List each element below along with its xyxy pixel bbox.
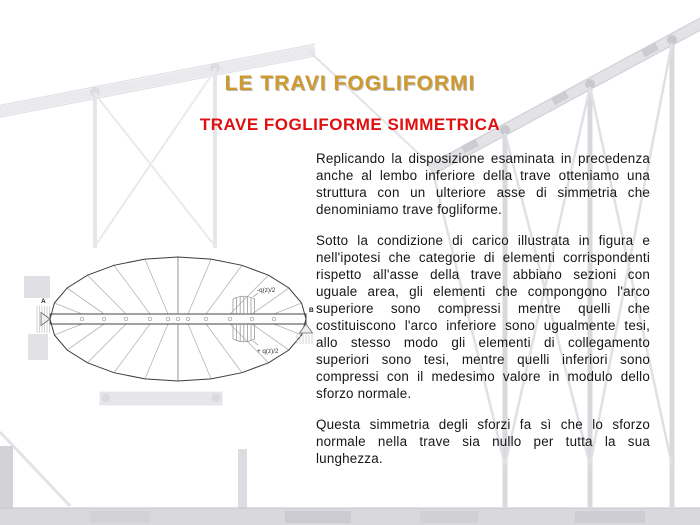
support-a-label: A bbox=[41, 298, 46, 305]
support-a bbox=[37, 306, 50, 333]
distributed-load-top bbox=[233, 293, 258, 314]
slide-title: LE TRAVI FOGLIFORMI bbox=[224, 72, 476, 95]
body-paragraph: Questa simmetria degli sforzi fa sì che lo sforzo normale nella trave sia nullo per tutta la sua lunghezza. bbox=[316, 417, 650, 466]
load-top-label: -q(z)/2 bbox=[257, 287, 276, 294]
slide-subtitle: TRAVE FOGLIFORME SIMMETRICA bbox=[199, 115, 501, 134]
load-bottom-label: + q(z)/2 bbox=[257, 348, 279, 355]
body-paragraph: Sotto la condizione di carico illustrata in figura e nell'ipotesi che categorie di elementi corrispondenti rispetto all'asse della trave abbiano sezioni con uguale area, gli elementi che compongono l'arco superiore sono compressi mentre quelli che costituiscono l'arco inferiore sono ugualmente tesi, allo stesso modo gli elementi di collegamento superiori sono tesi, mentre quelli inferiori sono compressi con il medesimo valore in modulo dello sforzo normale. bbox=[316, 233, 650, 401]
body-paragraph: Replicando la disposizione esaminata in precedenza anche al lembo inferiore della trave otteniamo una struttura con un ulteriore asse di simmetria che denominiamo trave fogliforme. bbox=[316, 151, 650, 217]
support-b-label: B bbox=[309, 307, 314, 314]
fogliform-truss-diagram bbox=[28, 240, 318, 405]
body-text bbox=[316, 150, 650, 481]
distributed-load-bottom bbox=[233, 324, 258, 345]
